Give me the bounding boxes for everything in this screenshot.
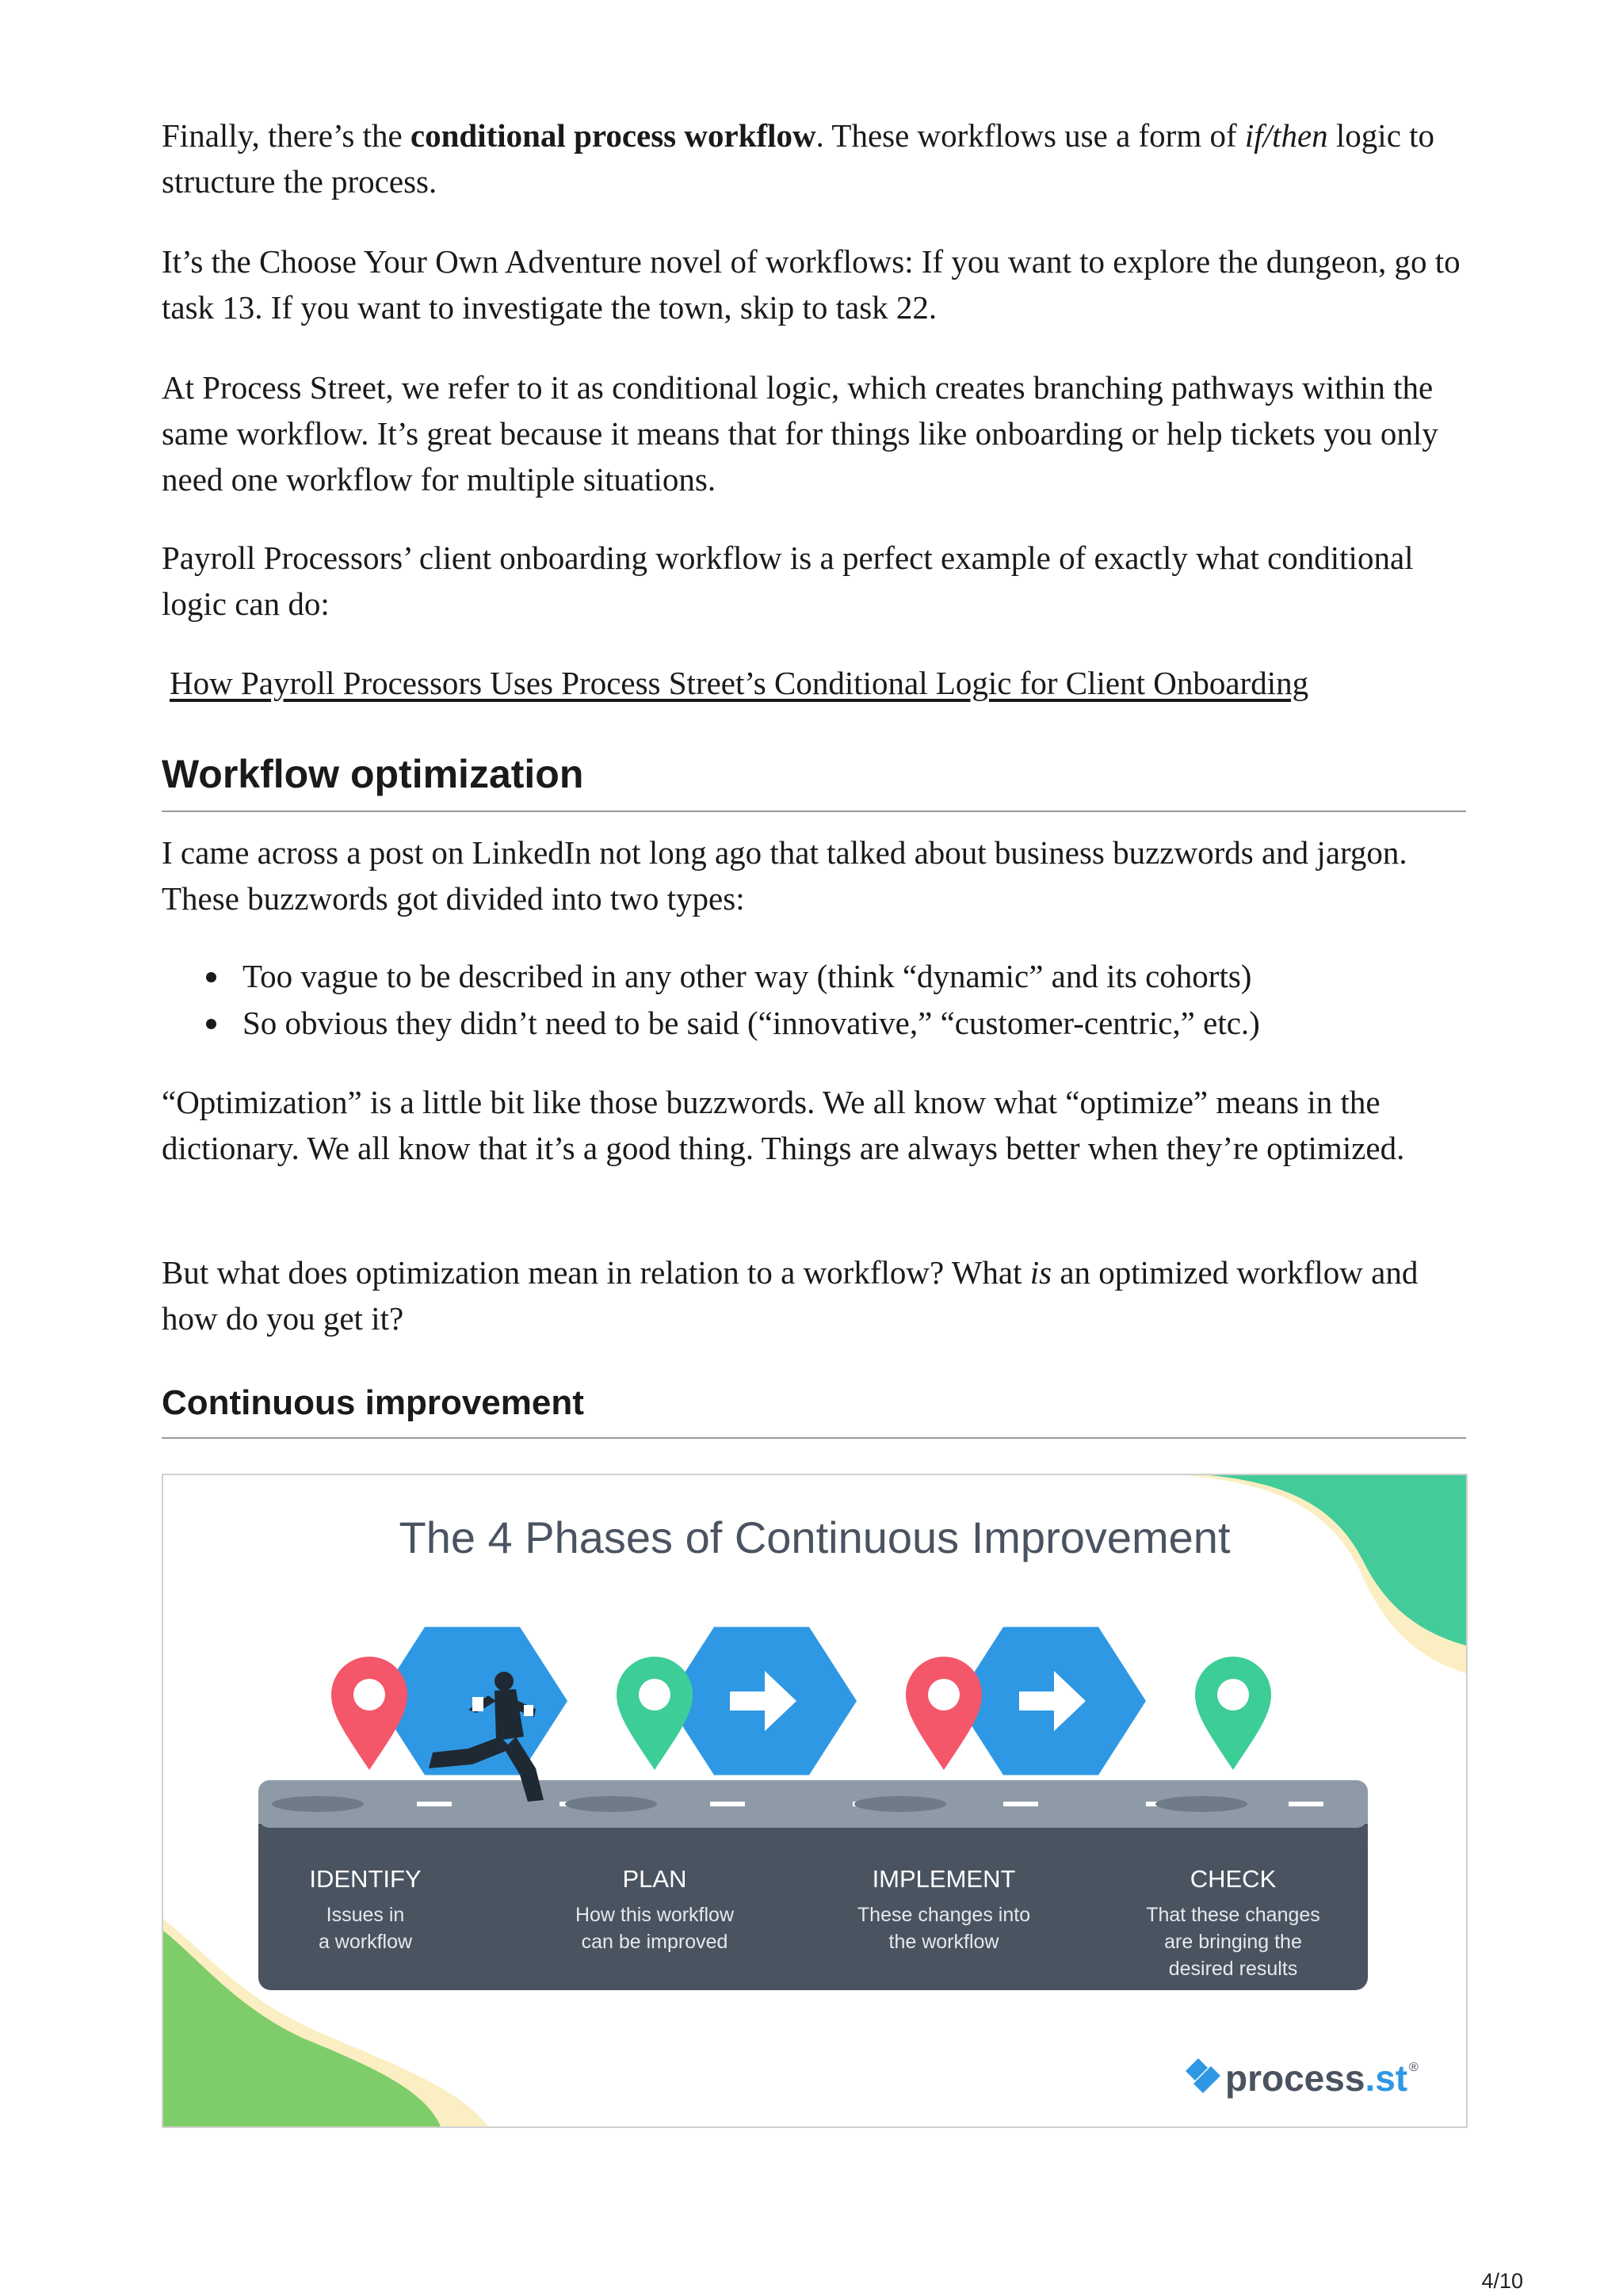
text-run: . These workflows use a form of	[815, 117, 1245, 154]
logo-dot: .st	[1365, 2058, 1408, 2099]
phase-name: IDENTIFY	[309, 1865, 422, 1893]
paragraph-adventure	[162, 238, 1466, 330]
continuous-improvement-infographic	[162, 1474, 1468, 2128]
map-pin-hole	[1217, 1679, 1249, 1711]
phase-description-line: are bringing the	[1164, 1931, 1302, 1953]
text-run: logic to structure the process.	[162, 117, 1435, 200]
infographic-title: The 4 Phases of Continuous Improvement	[399, 1512, 1231, 1562]
map-pin-icon	[331, 1657, 407, 1770]
process-st-logo	[1186, 2058, 1419, 2099]
link-container	[170, 660, 1474, 706]
paragraph-process-street	[162, 364, 1466, 502]
list-item-text: Too vague to be described in any other way (think “dynamic” and its cohorts)	[242, 958, 1252, 994]
road-shadow	[272, 1796, 364, 1812]
road-dash	[710, 1802, 745, 1806]
map-pin-icon	[1195, 1657, 1271, 1770]
road-shadow	[565, 1796, 657, 1812]
bold-term: conditional process workflow	[410, 117, 816, 154]
phase-description-line: How this workflow	[575, 1904, 735, 1926]
text-run: Finally, there’s the	[162, 117, 411, 154]
section-heading-workflow-optimization: Workflow optimization	[162, 748, 1466, 812]
text-run: an optimized workflow and how do you get it?	[162, 1254, 1419, 1337]
map-pin-icon	[617, 1657, 693, 1770]
road-dash	[1003, 1802, 1038, 1806]
paragraph-conditional-workflow	[162, 113, 1466, 204]
phase-description-line: These changes into	[857, 1904, 1031, 1926]
road-shadow	[854, 1796, 946, 1812]
paragraph-text: It’s the Choose Your Own Adventure novel of workflows: If you want to explore the dungeon, go to task 13. If you want to investigate the town, skip to task 22.	[162, 243, 1461, 326]
list-item	[162, 953, 1466, 1000]
paragraph-text: At Process Street, we refer to it as conditional logic, which creates branching pathways within the same workflow. It’s great because it means that for things like onboarding or help tickets you only need one workflow for multiple situations.	[162, 369, 1438, 498]
infographic-svg	[163, 1475, 1466, 2126]
list-item	[162, 1000, 1466, 1047]
italic-term: if/then	[1244, 117, 1328, 154]
map-pin-hole	[353, 1679, 385, 1711]
paragraph-text: Payroll Processors’ client onboarding workflow is a perfect example of exactly what conditional logic can do:	[162, 540, 1414, 622]
page-number: 4/10	[1481, 2269, 1523, 2293]
paragraph-text: “Optimization” is a little bit like those buzzwords. We all know what “optimize” means in the dictionary. We all know that it’s a good thing. Things are always better when they’re optimized.	[162, 1084, 1405, 1166]
phase-description-line: Issues in	[326, 1904, 405, 1926]
road-shadow	[1155, 1796, 1247, 1812]
phase-description-line: That these changes	[1146, 1904, 1320, 1926]
phase-description-line: can be improved	[581, 1931, 728, 1953]
phase-description-line: a workflow	[318, 1931, 413, 1953]
text-run: But what does optimization mean in relation to a workflow? What	[162, 1254, 1030, 1291]
section-heading-continuous-improvement: Continuous improvement	[162, 1379, 1466, 1439]
paragraph-payroll	[162, 535, 1466, 627]
map-pin-hole	[928, 1679, 960, 1711]
logo-text: process	[1225, 2058, 1365, 2099]
bullet-dot	[206, 1019, 216, 1029]
phase-name: IMPLEMENT	[872, 1865, 1016, 1893]
paragraph-optimization	[162, 1079, 1466, 1171]
paragraph-text: I came across a post on LinkedIn not long ago that talked about business buzzwords and jargon. These buzzwords got divided into two types:	[162, 834, 1407, 917]
logo-registered-mark: ®	[1409, 2061, 1419, 2074]
svg-text:process.st	[1225, 2058, 1407, 2099]
payroll-case-study-link[interactable]: How Payroll Processors Uses Process Street’s Conditional Logic for Client Onboarding	[170, 665, 1309, 701]
buzzword-list	[162, 953, 1466, 1047]
map-pin-hole	[639, 1679, 670, 1711]
road-dash	[1289, 1802, 1323, 1806]
corner-accent-green	[1209, 1475, 1466, 1646]
phase-name: CHECK	[1190, 1865, 1277, 1893]
phase-description-line: the workflow	[888, 1931, 999, 1953]
phase-description-line: desired results	[1168, 1958, 1298, 1980]
bullet-dot	[206, 972, 216, 982]
list-item-text: So obvious they didn’t need to be said (“innovative,” “customer-centric,” etc.)	[242, 1005, 1260, 1041]
phase-name: PLAN	[622, 1865, 687, 1893]
paragraph-question	[162, 1249, 1466, 1341]
italic-term: is	[1029, 1254, 1052, 1291]
paragraph-linkedin	[162, 830, 1466, 921]
map-pin-icon	[906, 1657, 982, 1770]
road-dash	[417, 1802, 452, 1806]
